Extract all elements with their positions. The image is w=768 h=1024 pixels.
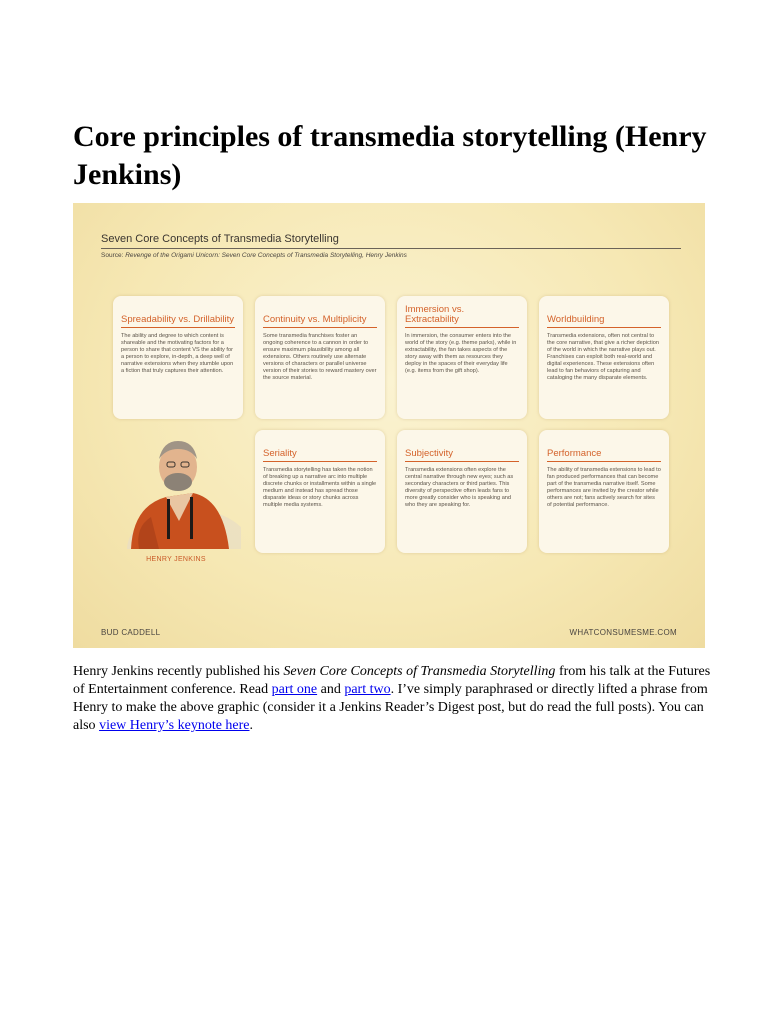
concept-card-continuity: [255, 296, 385, 419]
source-label: Source:: [101, 252, 124, 259]
concept-card-immersion: [397, 296, 527, 419]
concept-card-body: The ability and degree to which content is shareable and the motivating factors for a person to share that content VS the ability for a person to explore, in-depth, a deep well of narrative extensions when they stumble upon a fiction that truly captures their attention.: [121, 333, 234, 374]
body-text: . I’ve simply paraphrased or directly lifted a phrase from Henry to make the above graphic (consider it a Jenkins Reader’s Digest post, but do read the full posts). You can also: [73, 682, 708, 733]
concept-card-body: Transmedia extensions, often not central to the core narrative, that give a richer depiction of the world in which the narrative plays out. Franchises can exploit both real-world and digital experiences. These extensions often lead to fan behaviors of capturing and cataloging the many disparate elements.: [547, 333, 659, 381]
body-text: .: [249, 718, 254, 733]
concept-card-rule: [263, 461, 377, 462]
transmedia-infographic: [73, 203, 705, 648]
concept-card-body: The ability of transmedia extensions to lead to fan produced performances that can become part of the transmedia narrative itself. Some performances are invited by the creator while others are not; fans actively search for sites of potential performance.: [547, 467, 661, 508]
concept-card-subjectivity: [397, 430, 527, 553]
concept-card-rule: [547, 461, 661, 462]
henry-jenkins-photo: [111, 431, 241, 549]
concept-card-body: Transmedia extensions often explore the central narrative through new eyes; such as secondary characters or third parties. This diversity of perspective often leads fans to more greatly consider who is speaking and who they are speaking for.: [405, 467, 514, 508]
part-one-link[interactable]: part one: [271, 682, 318, 697]
infographic-title-rule: [101, 248, 681, 249]
concept-card-body: Transmedia storytelling has taken the notion of breaking up a narrative arc into multiple discrete chunks or installments within a single medium and instead has spread those disparate ideas or story chunks across multiple media systems.: [263, 467, 377, 508]
source-title: Revenge of the Origami Unicorn: Seven Core Concepts of Transmedia Storytelling, Henry Jenkins: [125, 252, 407, 259]
concept-card-rule: [547, 327, 661, 328]
concept-card-performance: [539, 430, 669, 553]
concept-card-title: Continuity vs. Multiplicity: [263, 314, 367, 325]
infographic-source: [101, 252, 407, 259]
infographic-title: Seven Core Concepts of Transmedia Storytelling: [101, 233, 339, 245]
concept-card-body: Some transmedia franchises foster an ongoing coherence to a cannon in order to ensure maximum plausibility among all extensions. Others routinely use alternate versions of characters or parallel universe version of their stories to reward mastery over the source material.: [263, 333, 377, 381]
designer-credit: BUD CADDELL: [101, 628, 161, 637]
concept-card-seriality: [255, 430, 385, 553]
body-book-title: Seven Core Concepts of Transmedia Storytelling: [283, 664, 556, 679]
concept-card-body: In immersion, the consumer enters into the world of the story (e.g. theme parks), while in extractability, the fan takes aspects of the story away with them as resources they deploy in the spaces of their everyday life (e.g. items from the gift shop).: [405, 333, 517, 374]
body-text: Henry Jenkins recently published his: [73, 664, 284, 679]
photo-caption: HENRY JENKINS: [146, 556, 206, 563]
concept-card-title: Seriality: [263, 448, 297, 459]
concept-card-title: Immersion vs. Extractability: [405, 304, 465, 325]
concept-card-rule: [405, 327, 519, 328]
concept-card-spreadability: [113, 296, 243, 419]
concept-card-title: Performance: [547, 448, 602, 459]
concept-card-worldbuilding: [539, 296, 669, 419]
body-text: from his talk at the Futures of Entertainment conference. Read: [73, 664, 711, 697]
concept-card-title: Worldbuilding: [547, 314, 605, 325]
body-paragraph: [73, 663, 713, 735]
site-credit: WHATCONSUMESME.COM: [569, 628, 677, 637]
concept-card-rule: [263, 327, 377, 328]
concept-card-title: Subjectivity: [405, 448, 454, 459]
concept-card-rule: [405, 461, 519, 462]
keynote-link[interactable]: view Henry’s keynote here: [99, 718, 250, 733]
concept-card-rule: [121, 327, 235, 328]
page-title: Core principles of transmedia storytelling (Henry Jenkins): [73, 120, 707, 191]
body-text: and: [317, 682, 345, 697]
concept-card-title: Spreadability vs. Drillability: [121, 314, 234, 325]
part-two-link[interactable]: part two: [344, 682, 391, 697]
